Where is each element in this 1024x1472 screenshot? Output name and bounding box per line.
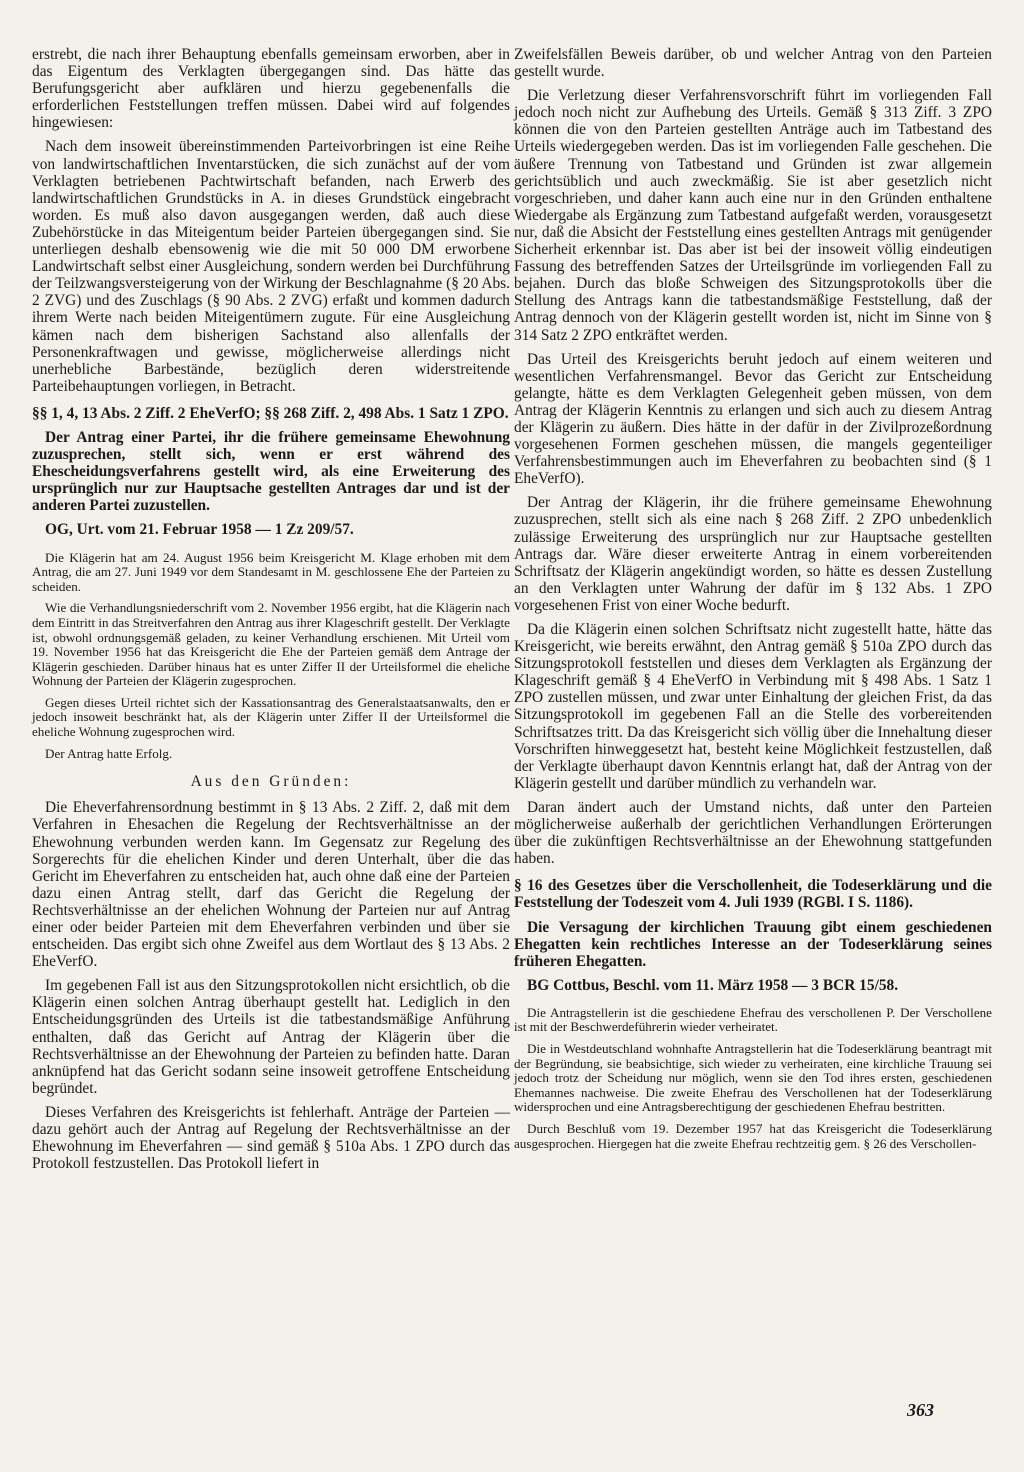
paragraph: Daran ändert auch der Umstand nichts, daß unter den Parteien möglicherweise außerhalb der gerichtlichen Verhandlungen Erörterungen über die zukünftigen Rechtsverhältnisse an der Ehewohnung stattgefunden haben.: [514, 798, 992, 868]
case-headnote: Der Antrag einer Partei, ihr die frühere gemeinsame Ehewohnung zuzusprechen, stellt sich, wenn er erst während des Ehescheidungsverfahrens gestellt wird, als eine Erweiterung des ursprünglich nur zur Hauptsache gestellten Antrages dar und ist der anderen Partei zuzustellen.: [32, 428, 510, 515]
case-heading: §§ 1, 4, 13 Abs. 2 Ziff. 2 EheVerfO; §§ 268 Ziff. 2, 498 Abs. 1 Satz 1 ZPO.: [32, 404, 509, 422]
paragraph: Die Eheverfahrensordnung bestimmt in § 13 Abs. 2 Ziff. 2, daß mit dem Verfahren in Ehesachen die Regelung der Rechtsverhältnisse an der Ehewohnung verbunden werden kann. Im Gegensatz zur Regelung des Sorgerechts für die ehelichen Kinder und deren Unterhalt, über die das Gericht im Eheverfahren zu entscheiden hat, auch ohne daß eine der Parteien dazu einen Antrag stellt, darf das Gericht die Regelung der Rechtsverhältnisse an der ehelichen Wohnung der Parteien nur auf Antrag einer oder beider Parteien mit dem Eheverfahren verbinden und über sie entscheiden. Das ergibt sich ohne Zweifel aus dem Wortlaut des § 13 Abs. 2 EheVerfO.: [32, 799, 510, 971]
paragraph: Dieses Verfahren des Kreisgerichts ist fehlerhaft. Anträge der Parteien — dazu gehört auch der Antrag auf Regelung der Rechtsverhältnisse an der Ehewohnung im Eheverfahren — sind gemäß § 510a Abs. 1 ZPO durch das Protokoll festzustellen. Das Protokoll liefert in: [32, 1103, 510, 1173]
case-citation: BG Cottbus, Beschl. vom 11. März 1958 — 3 BCR 15/58.: [527, 976, 899, 994]
facts-paragraph: Wie die Verhandlungsniederschrift vom 2. November 1956 ergibt, hat die Klägerin nach dem Eintritt in das Streitverfahren den Antrag aus ihrer Klageschrift gestellt. Der Verklagte ist, obwohl ordnungsgemäß geladen, zu keiner Verhandlung erschienen. Mit Urteil vom 19. November 1956 hat das Kreisgericht die Ehe der Parteien gemäß dem Antrage der Klägerin geschieden. Darüber hinaus hat es unter Ziffer II der Urteilsformel die eheliche Wohnung der Parteien der Klägerin zugesprochen.: [32, 600, 510, 689]
case-citation: OG, Urt. vom 21. Februar 1958 — 1 Zz 209/57.: [45, 521, 354, 539]
paragraph: Der Antrag der Klägerin, ihr die frühere gemeinsame Ehewohnung zuzusprechen, stellt sich als eine nach § 268 Ziff. 2 ZPO unbedenklich zulässige Erweiterung des ursprünglich nur zur Hauptsache gestellten Antrags dar. Wäre dieser erweiterte Antrag in einem vorbereitenden Schriftsatz der Klägerin angekündigt worden, so hätte es dessen Zustellung an den Verklagten unter Wahrung der dafür im § 132 Abs. 1 ZPO vorgesehenen Frist von einer Woche bedurft.: [514, 494, 992, 614]
facts-paragraph: Durch Beschluß vom 19. Dezember 1957 hat das Kreisgericht die Todeserklärung ausgesprochen. Hiergegen hat die zweite Ehefrau rechtzeitig gem. § 26 des Verschollen-: [514, 1121, 992, 1151]
paragraph: Nach dem insoweit übereinstimmenden Parteivorbringen ist eine Reihe von landwirtschaftlichen Inventarstücken, die sich zunächst auf der vom Verklagten betriebenen Pachtwirtschaft befanden, nach Erwerb des landwirtschaftlichen Grundstücks in A. in dieses Grundstück eingebracht worden. Es muß also davon ausgegangen werden, daß auch diese Zubehörstücke in das Miteigentum beider Parteien übergegangen sind. Sie unterliegen deshalb ebensowenig wie die mit 50 000 DM erworbene Landwirtschaft selbst einer Ausgleichung, sondern werden bei Durchführung der Teilzwangsversteigerung von der Wirkung der Beschlagnahme (§ 20 Abs. 2 ZVG) und des Zuschlags (§ 90 Abs. 2 ZVG) erfaßt und kommen dadurch ihrem Werte nach beiden Miteigentümern zugute. Für eine Ausgleichung kämen nach dem bisherigen Sachstand also allenfalls der Personenkraftwagen und gewisse, möglicherweise allerdings nicht unerhebliche Barbestände, bezüglich deren widerstreitende Parteibehauptungen vorliegen, in Betracht.: [32, 138, 510, 395]
paragraph: Die Verletzung dieser Verfahrensvorschrift führt im vorliegenden Fall jedoch noch nicht zur Aufhebung des Urteils. Gemäß § 313 Ziff. 3 ZPO können die von den Parteien gestellten Anträge auch im Tatbestand des Urteils wiedergegeben werden. Das ist im vorliegenden Falle geschehen. Die äußere Trennung von Tatbestand und Gründen ist zwar allgemein gerichtsüblich und auch zweckmäßig. Sie ist aber gesetzlich nicht vorgeschrieben, und daher kann auch eine nur in den Gründen enthaltene Wiedergabe als Ergänzung zum Tatbestand aufgefaßt werden, vorausgesetzt nur, daß die Absicht der Feststellung eines gestellten Antrags mit genügender Sicherheit erkennbar ist. Das aber ist bei der insoweit völlig eindeutigen Fassung des betreffenden Satzes der Urteilsgründe im vorliegenden Fall zu bejahen. Durch das bloße Schweigen des Sitzungsprotokolls über die Stellung des Antrags kann die tatbestandsmäßige Feststellung, daß der Antrag dennoch von der Klägerin gestellt worden ist, nicht im Sinne von § 314 Satz 2 ZPO entkräftet werden.: [514, 87, 992, 344]
page-number: 363: [907, 1400, 934, 1420]
paragraph: Das Urteil des Kreisgerichts beruht jedoch auf einem weiteren und wesentlichen Verfahrensmangel. Bevor das Gericht zur Entscheidung gelangte, hätte es dem Verklagten Gelegenheit geben müssen, von dem Antrag der Klägerin Kenntnis zu erlangen und sich auch zu diesem Antrag der Klägerin zu äußern. Dies hätte in der dafür in der Zivilprozeßordnung vorgesehenen Formen geschehen müssen, die mangels gegenteiliger Verfahrensbestimmungen auch im Eheverfahren zu beobachten sind (§ 1 EheVerfO).: [514, 350, 992, 488]
paragraph: Im gegebenen Fall ist aus den Sitzungsprotokollen nicht ersichtlich, ob die Klägerin einen solchen Antrag überhaupt gestellt hat. Lediglich in den Entscheidungsgründen des Urteils ist die tatbestandsmäßige Anführung enthalten, daß das Gericht auf Antrag der Klägerin über die Rechtsverhältnisse an der Ehewohnung der Parteien zu befinden hatte. Daran anknüpfend hat das Gericht sodann seine insoweit getroffene Entscheidung begründet.: [32, 977, 510, 1097]
paragraph: erstrebt, die nach ihrer Behauptung ebenfalls gemeinsam erworben, aber in das Eigentum des Verklagten übergegangen sind. Das hätte das Berufungsgericht aber aufklären und hierzu gegebenenfalls die erforderlichen Feststellungen treffen müssen. Dabei wird auf folgendes hingewiesen:: [32, 46, 510, 132]
paragraph: Zweifelsfällen Beweis darüber, ob und welcher Antrag von den Parteien gestellt wurde.: [514, 46, 992, 81]
left-column: [32, 46, 510, 1179]
case-headnote: Die Versagung der kirchlichen Trauung gibt einem geschiedenen Ehegatten kein rechtliches Interesse an der Todeserklärung seines früheren Ehegatten.: [514, 918, 992, 970]
facts-paragraph: Gegen dieses Urteil richtet sich der Kassationsantrag des Generalstaatsanwalts, den er jedoch insoweit beschränkt hat, als der Klägerin unter Ziffer II der Urteilsformel die eheliche Wohnung zugesprochen wird.: [32, 694, 510, 740]
facts-paragraph: Die Antragstellerin ist die geschiedene Ehefrau des verschollenen P. Der Verschollene ist mit der Beschwerdeführerin wieder verheiratet.: [514, 1004, 992, 1035]
section-heading: Aus den Gründen:: [190, 773, 352, 791]
case-heading: § 16 des Gesetzes über die Verschollenheit, die Todeserklärung und die Feststellung der Todeszeit vom 4. Juli 1939 (RGBl. I S. 1186).: [514, 877, 992, 912]
facts-paragraph: Der Antrag hatte Erfolg.: [45, 745, 173, 761]
right-column: [514, 46, 992, 1158]
paragraph: Da die Klägerin einen solchen Schriftsatz nicht zugestellt hatte, hätte das Kreisgericht, wie bereits erwähnt, den Antrag gemäß § 510a ZPO durch das Sitzungsprotokoll feststellen und dieses dem Verklagten als Ergänzung der Klageschrift gemäß § 4 EheVerfO in Verbindung mit § 498 Abs. 1 Satz 1 ZPO zustellen müssen, und zwar unter Einhaltung der gleichen Frist, da das Sitzungsprotokoll im gegebenen Fall an die Stelle des vorbereitenden Schriftsatzes tritt. Da das Kreisgericht sich völlig über die Innehaltung dieser Vorschriften hinweggesetzt hat, besteht keine Möglichkeit festzustellen, daß der Verklagte überhaupt davon Kenntnis erlangt hat, daß der Antrag von der Klägerin gestellt und darüber mündlich zu verhandeln war.: [514, 621, 992, 792]
facts-paragraph: Die Klägerin hat am 24. August 1956 beim Kreisgericht M. Klage erhoben mit dem Antrag, die am 27. Juni 1949 vor dem Standesamt in M. geschlossene Ehe der Parteien zu scheiden.: [32, 549, 510, 594]
facts-paragraph: Die in Westdeutschland wohnhafte Antragstellerin hat die Todeserklärung beantragt mit der Begründung, sie beabsichtige, sich wieder zu verheiraten, eine kirchliche Trauung sei jedoch trotz der Scheidung nur möglich, wenn sie den Tod ihres ersten, geschiedenen Ehemannes nachweise. Die zweite Ehefrau des Verschollenen hat der Todeserklärung widersprochen und eine Antragsberechtigung der geschiedenen Ehefrau bestritten.: [514, 1041, 992, 1115]
